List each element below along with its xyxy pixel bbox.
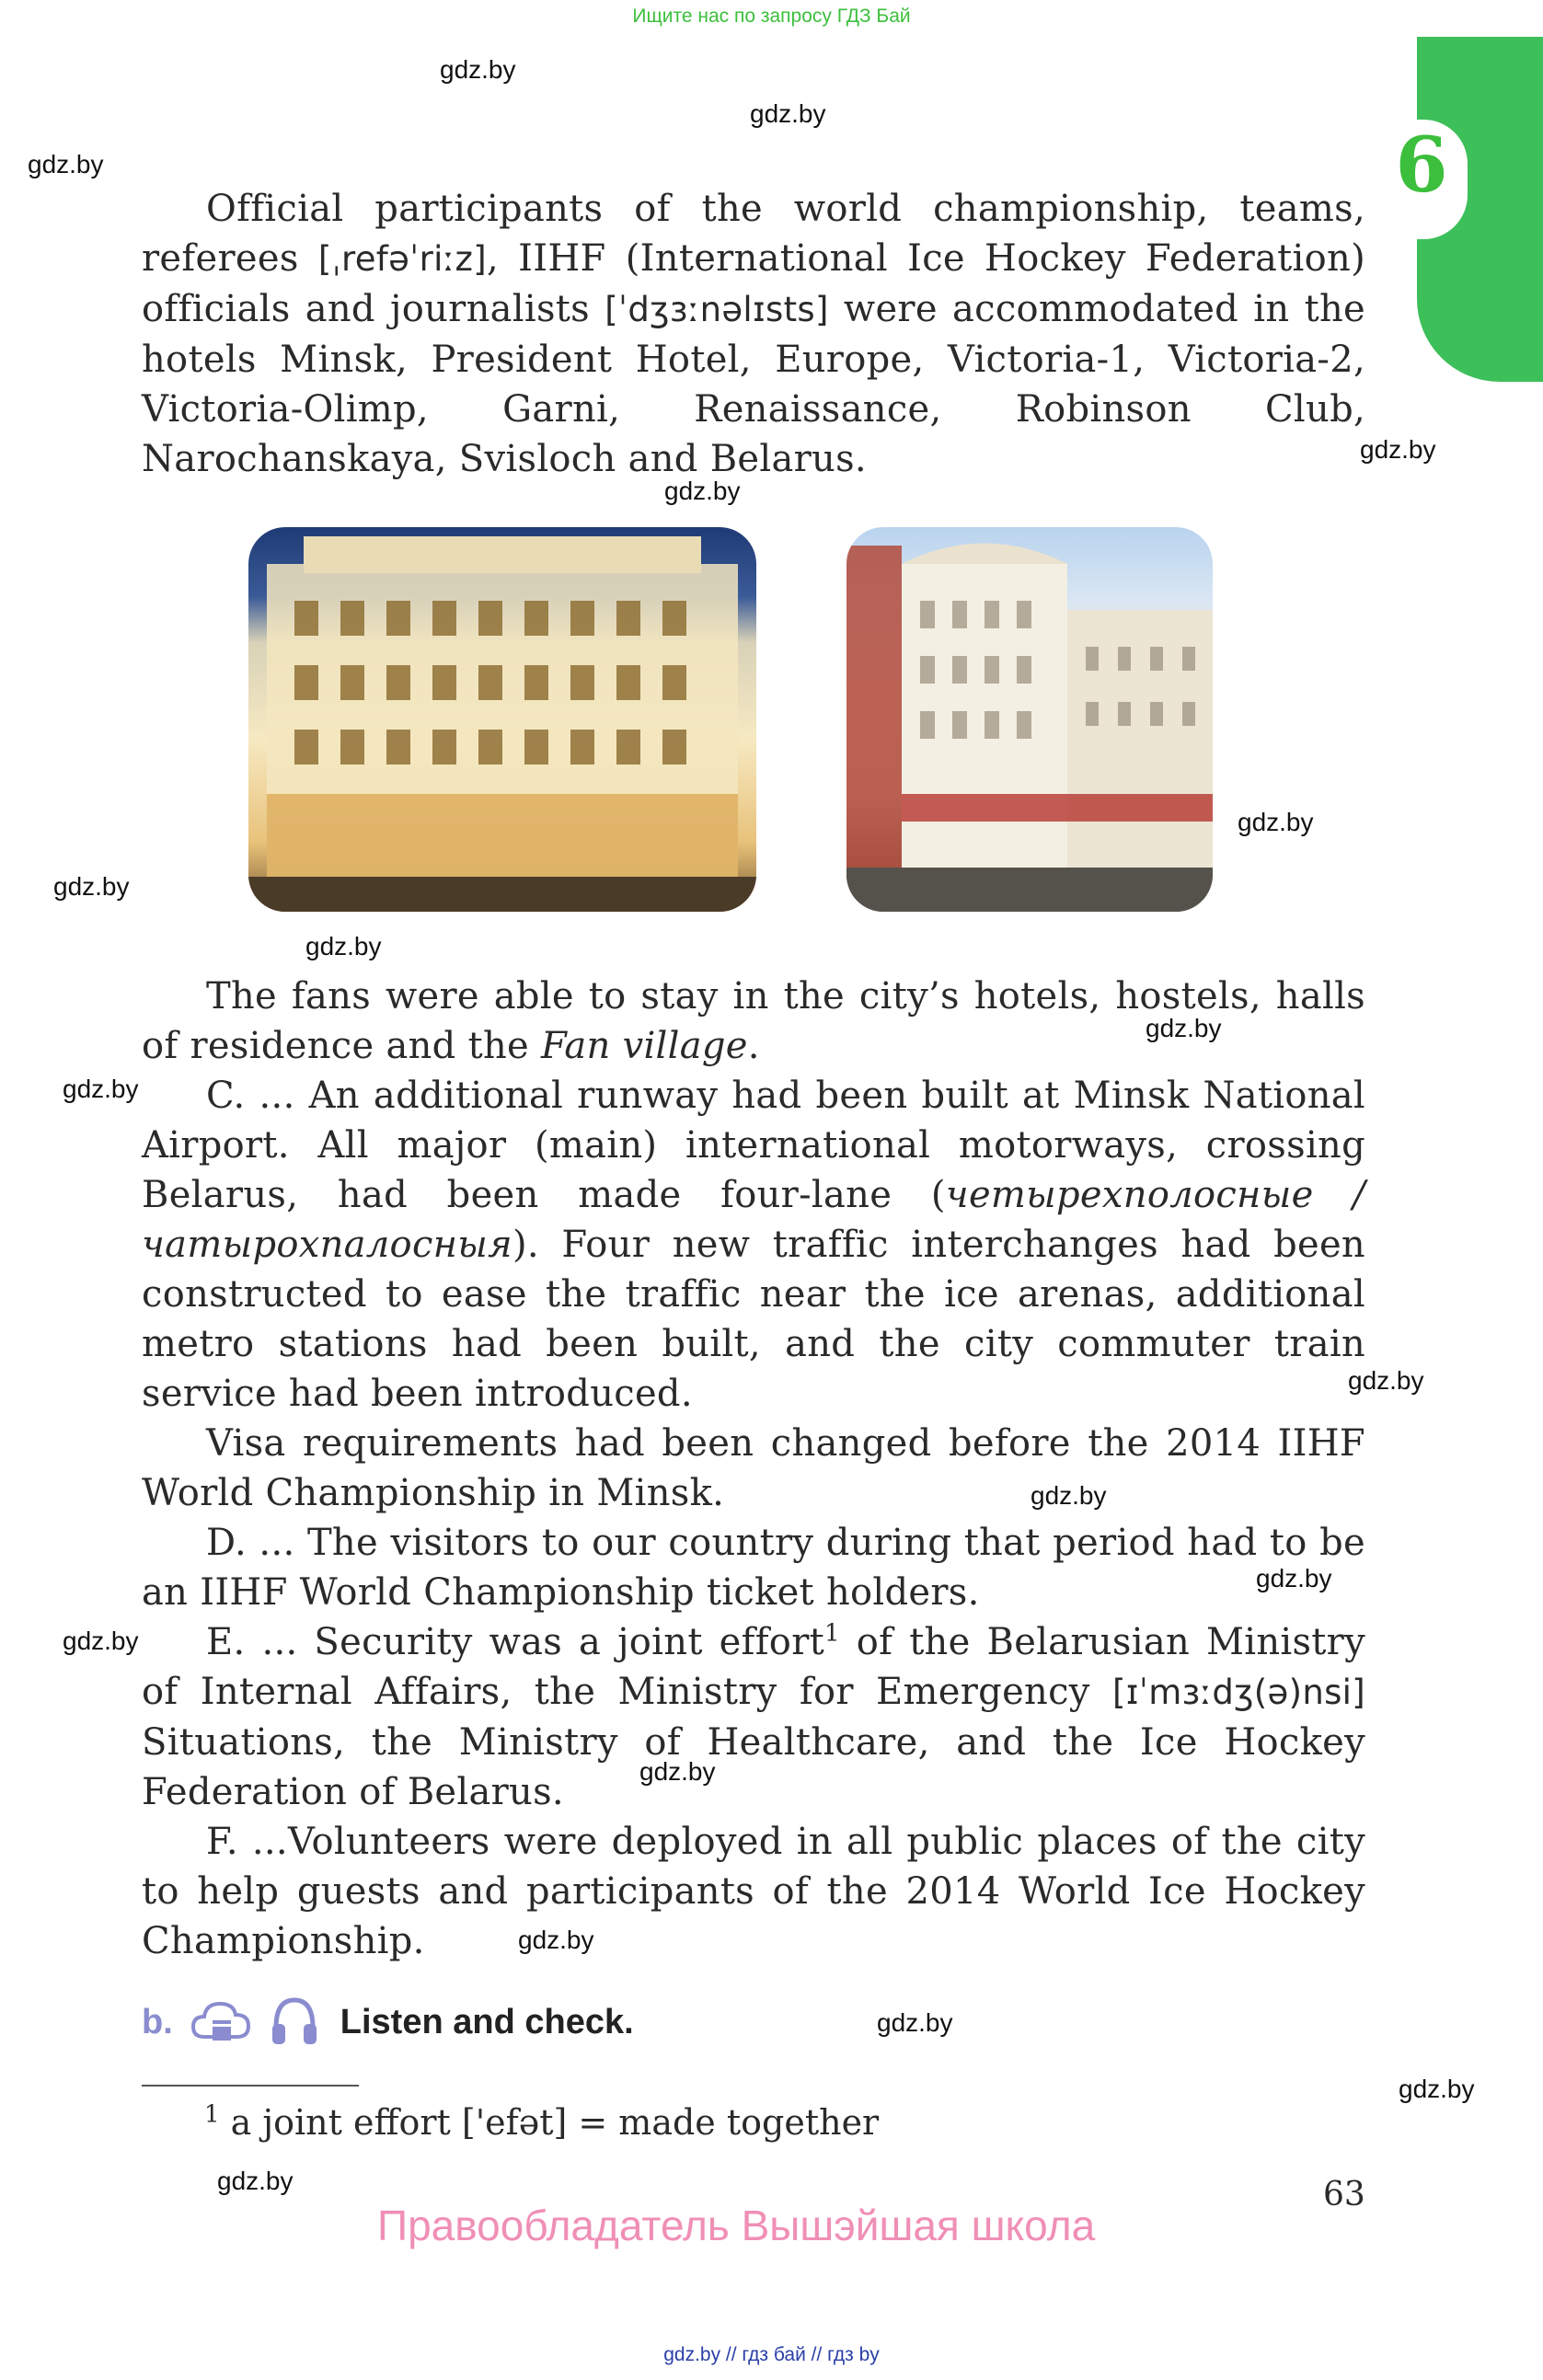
task-letter: b. xyxy=(142,2002,173,2041)
watermark: gdz.by xyxy=(877,2008,953,2037)
watermark: gdz.by xyxy=(1146,1014,1222,1042)
hotel-crowne-plaza-illustration xyxy=(846,527,1213,912)
headphones-icon[interactable] xyxy=(269,1995,320,2050)
text-run: of the Belarusian Ministry of Internal Affairs, the Ministry for Emergency xyxy=(142,1621,1365,1713)
text-run: Situations, the Ministry of Healthcare, and the Ice Hockey Federation of Belarus. xyxy=(142,1721,1365,1813)
hotel-crowne-plaza-photo xyxy=(846,527,1213,912)
chapter-number: 6 xyxy=(1395,121,1448,210)
paragraph-hotels xyxy=(142,184,1365,484)
cloud-download-icon[interactable] xyxy=(190,1996,254,2048)
watermark: gdz.by xyxy=(1256,1564,1332,1592)
text-run: , IIHF (International Ice Hockey Federation) officials and journalists xyxy=(142,237,1365,330)
paragraph-visa: Visa requirements had been changed before the 2014 IIHF World Championship in Minsk. xyxy=(142,1422,1365,1514)
watermark: gdz.by xyxy=(1399,2075,1475,2103)
watermark: gdz.by xyxy=(664,477,741,505)
listen-task xyxy=(142,1995,634,2050)
paragraph-fans xyxy=(142,972,1365,1071)
top-banner[interactable]: Ищите нас по запросу ГДЗ Бай xyxy=(632,6,911,27)
paragraph-e xyxy=(142,1617,1365,1817)
watermark: gdz.by xyxy=(440,55,516,84)
watermark: gdz.by xyxy=(63,1075,139,1103)
watermark: gdz.by xyxy=(518,1926,594,1954)
footnote-text: a joint effort ['efət] = made together xyxy=(219,2102,880,2143)
italic-translation: четырехполосные / чатырохпалосныя xyxy=(142,1174,1365,1266)
text-run: E. ... Security was a joint effort xyxy=(206,1621,824,1663)
rights-holder: Правообладатель Вышэйшая школа xyxy=(377,2202,1096,2249)
italic-term: Fan village xyxy=(541,1025,748,1067)
watermark: gdz.by xyxy=(305,932,382,960)
watermark: gdz.by xyxy=(750,99,826,128)
transcription: [ˈdʒɜːnəlɪsts] xyxy=(605,290,829,329)
watermark: gdz.by xyxy=(53,872,130,901)
paragraph-c xyxy=(142,1071,1365,1419)
footnote-divider xyxy=(142,2085,359,2087)
watermark: gdz.by xyxy=(1031,1481,1107,1510)
watermark: gdz.by xyxy=(28,150,104,178)
hotel-europe-illustration xyxy=(248,527,756,912)
text-run: Official participants of the world championship, teams, referees xyxy=(142,188,1365,280)
footnote-marker: 1 xyxy=(204,2100,220,2129)
paragraph-d: D. ... The visitors to our country during that period had to be an IIHF World Championship ticket holders. xyxy=(142,1522,1365,1614)
task-label: Listen and check. xyxy=(340,2002,634,2041)
paragraph-f: F. ...Volunteers were deployed in all public places of the city to help guests and participants of the 2014 World Ice Hockey Championship. xyxy=(142,1821,1365,1962)
text-run: ). Four new traffic interchanges had been constructed to ease the traffic near the ice arenas, additional metro stations had been built, and the city commuter train service had been introduced. xyxy=(142,1224,1365,1415)
footnote xyxy=(204,2102,879,2143)
transcription: [ˌrefəˈriːz] xyxy=(317,239,487,279)
watermark: gdz.by xyxy=(63,1627,139,1655)
text-run: The fans were able to stay in the city’s hotels, hostels, halls of residence and the xyxy=(142,975,1365,1067)
watermark: gdz.by xyxy=(1360,435,1436,464)
text-run: were accommodated in the hotels Minsk, President Hotel, Europe, Victoria-1, Victoria-2, Victoria-Olimp, Garni, Renaissance, Robinson Club, Narochanskaya, Svisloch and Belarus. xyxy=(142,288,1365,480)
bottom-banner[interactable]: gdz.by // гдз бай // гдз by xyxy=(663,2344,880,2365)
hotel-europe-photo xyxy=(248,527,756,912)
watermark: gdz.by xyxy=(217,2167,294,2195)
watermark: gdz.by xyxy=(639,1757,716,1786)
watermark: gdz.by xyxy=(1238,808,1314,836)
text-run: . xyxy=(747,1025,760,1067)
page-number: 63 xyxy=(1323,2176,1365,2213)
main-text-block xyxy=(142,972,1365,1966)
footnote-ref: 1 xyxy=(824,1619,840,1648)
watermark: gdz.by xyxy=(1348,1366,1424,1395)
transcription: [ɪˈmɜːdʒ(ə)nsi] xyxy=(1112,1673,1365,1712)
text-run: C. ... An additional runway had been built at Minsk National Airport. All major (main) international motorways, crossing Belarus, had been made four-lane ( xyxy=(142,1075,1365,1216)
